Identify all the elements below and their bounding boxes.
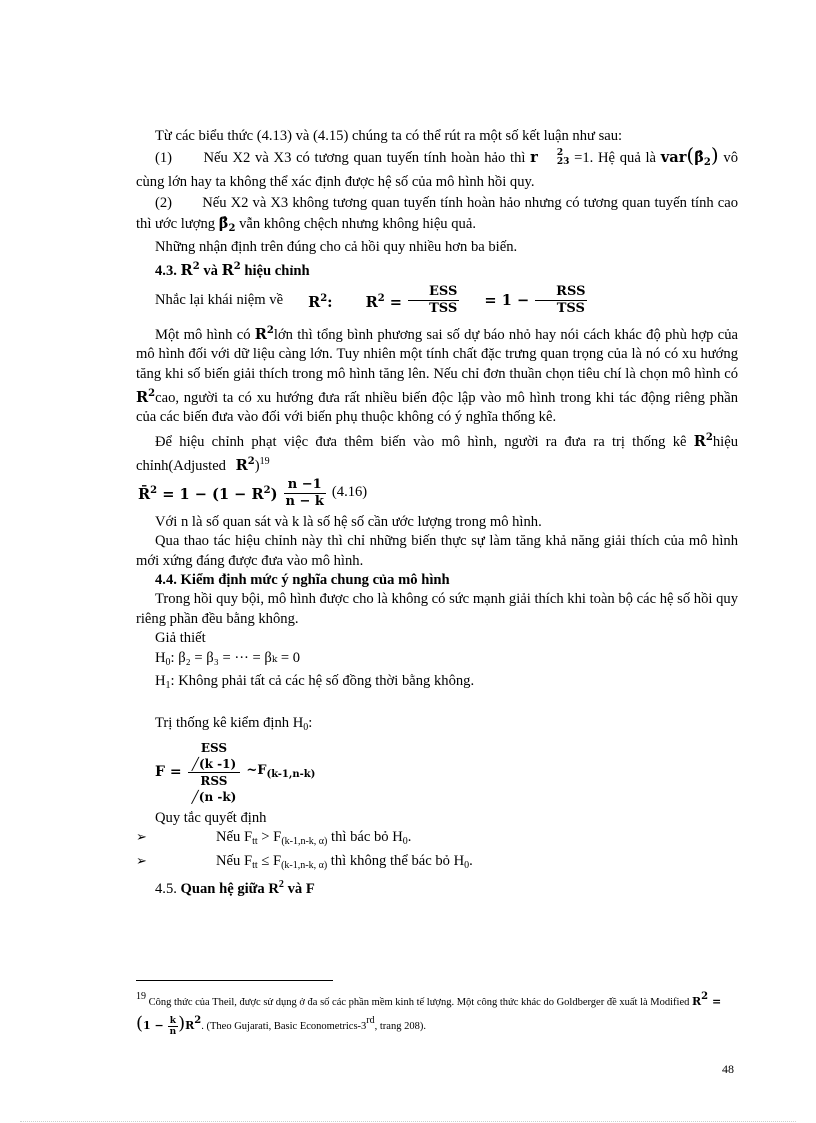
ess-over-tss: $\frac{\text{ESS}}{\text{TSS}}$ [408, 284, 459, 317]
point-2-number: (2) [155, 195, 173, 212]
var-beta2: $var(\betâ_2)$ [660, 143, 719, 169]
point-2 [136, 194, 738, 238]
h1-line: $H_1$: Không phải tất cả các hệ số đồng thời bằng không. [155, 672, 475, 691]
f-statistic-formula: F = ESS ╱(k -1) RSS ╱(n -k) $\sim F_{(k-1,n-k)}$ [155, 740, 316, 804]
page-number: 48 [722, 1062, 734, 1076]
rule-reject: ➢ Nếu $F_{tt} > F_{(k-1,n-k, \alpha)}$ thì bác bỏ $H_0$. [136, 829, 412, 848]
section-4-5-heading: 4.5. Quan hệ giữa $R^2$ và F [155, 878, 315, 897]
r23-symbol: r 2 23 [530, 148, 570, 168]
arrow-bullet-icon: ➢ [136, 853, 147, 869]
r2-symbol: $R^2$: [308, 292, 333, 311]
section-4-3-heading: 4.3. $R^2$ và $R^2$ hiệu chỉnh [155, 261, 310, 280]
footnote-19: 19 Công thức của Theil, được sử dụng ở đa số các phần mềm kinh tế lượng. Một công thức khác do Goldberger đề xuất là Modified R2 = (1 − $\frac{k}{n}$ )R2. (Theo Gujarati, Basic Econometrics-3rd, trang 208). [136, 991, 722, 1037]
n-1-over-n-k: $\frac{n -1}{n - k}$ [285, 476, 324, 509]
rule-not-reject: ➢ Nếu $F_{tt} \le F_{(k-1,n-k, \alpha)}$ thì không thể bác bỏ $H_0$. [136, 852, 473, 871]
paragraph-multiple-regression: Trong hồi quy bội, mô hình được cho là không có sức mạnh giải thích khi toàn bộ các hệ số hồi quy riêng phần đều bằng không. [136, 591, 738, 627]
point-1-text-c: vô cùng lớn hay ta không thể xác định được hệ số của mô hình hồi quy. [136, 150, 738, 190]
paragraph-adjustment: Qua thao tác hiệu chỉnh này thì chỉ những biến thực sự làm tăng khả năng giải thích của mô hình mới xứng đáng được đưa vào mô hình. [136, 533, 738, 569]
f-ratio: ESS ╱(k -1) RSS ╱(n -k) [188, 740, 241, 805]
point-1-text-b: =1. Hệ quả là [574, 150, 657, 167]
decision-rule-label: Quy tắc quyết định [155, 809, 267, 826]
section-4-4-heading: 4.4. Kiểm định mức ý nghĩa chung của mô hình [155, 571, 450, 588]
point-1-number: (1) [155, 150, 173, 167]
paragraph-r2-properties: Một mô hình có $R^2lớn$ thì tổng bình phương sai số dự báo nhỏ hay nói cách khác độ phù hợp của mô hình đối với dữ liệu càng lớn. Tuy nhiên một tính chất đặc trưng quan trọng của là nó có xu hướng tăng khi số biến giải thích trong mô hình tăng lên. Nếu chỉ đơn thuần chọn tiêu chí là chọn mô hình có $R^2cao$, người ta có xu hướng đưa rất nhiều biến độc lập vào mô hình trong khi tác động riêng phần của các biến đưa vào đối với biến phụ thuộc không có ý nghĩa thống kê. [136, 324, 738, 426]
paragraph-adjusted-r2: Để hiệu chỉnh phạt việc đưa thêm biến vào mô hình, người ra đưa ra trị thống kê $R^2hiệu$ chỉnh(Adjusted $R^2)^{19}$ [136, 431, 738, 475]
footnote-separator [136, 980, 333, 981]
h0-line: $H_0$: β₂ = β₃ = ··· = βₖ = 0 [155, 649, 301, 668]
point-2-text-b: vẫn không chệch nhưng không hiệu quả. [239, 215, 476, 232]
equation-label: (4.16) [331, 484, 368, 501]
paragraph-n-k: Với n là số quan sát và k là số hệ số cần ước lượng trong mô hình. [155, 513, 542, 530]
modified-r2-formula: R2 = (1 − $\frac{k}{n}$ )R2 [136, 991, 722, 1037]
r2-definition: Nhắc lại khái niệm về $R^2$: $R^2$ = $\frac{\text{ESS}}{\text{TSS}}$ = 1 − $\frac{\text{RSS}}{\text{TSS}}$ [136, 284, 738, 317]
page-bottom-border [20, 1121, 796, 1122]
document-body [136, 127, 738, 899]
point-1-text-a: Nếu X2 và X3 có tương quan tuyến tính hoàn hảo thì [203, 150, 526, 167]
remark-paragraph: Những nhận định trên đúng cho cả hồi quy nhiều hơn ba biến. [155, 239, 518, 256]
beta2-hat: $\betâ_2$ [218, 214, 236, 234]
test-statistic-label: Trị thống kê kiểm định $H_0$: [155, 715, 313, 734]
hypothesis-label: Giả thiết [155, 630, 206, 647]
equation-4-16: R̄$^2$ = $1 - (1 - R^2)$ $\frac{n -1}{n - k}$ (4.16) [138, 476, 368, 509]
recall-text: Nhắc lại khái niệm về [155, 291, 284, 308]
point-1 [136, 143, 738, 192]
arrow-bullet-icon: ➢ [136, 830, 147, 846]
intro-paragraph: Từ các biểu thức (4.13) và (4.15) chúng ta có thể rút ra một số kết luận như sau: [155, 128, 623, 144]
rss-over-tss: $\frac{\text{RSS}}{\text{TSS}}$ [535, 284, 587, 317]
point-2-text-a: Nếu X2 và X3 không tương quan tuyến tính hoàn hảo nhưng có tương quan tuyến tính cao thì ước lượng [136, 195, 738, 232]
footnote-ref-19: 19 [259, 456, 270, 468]
